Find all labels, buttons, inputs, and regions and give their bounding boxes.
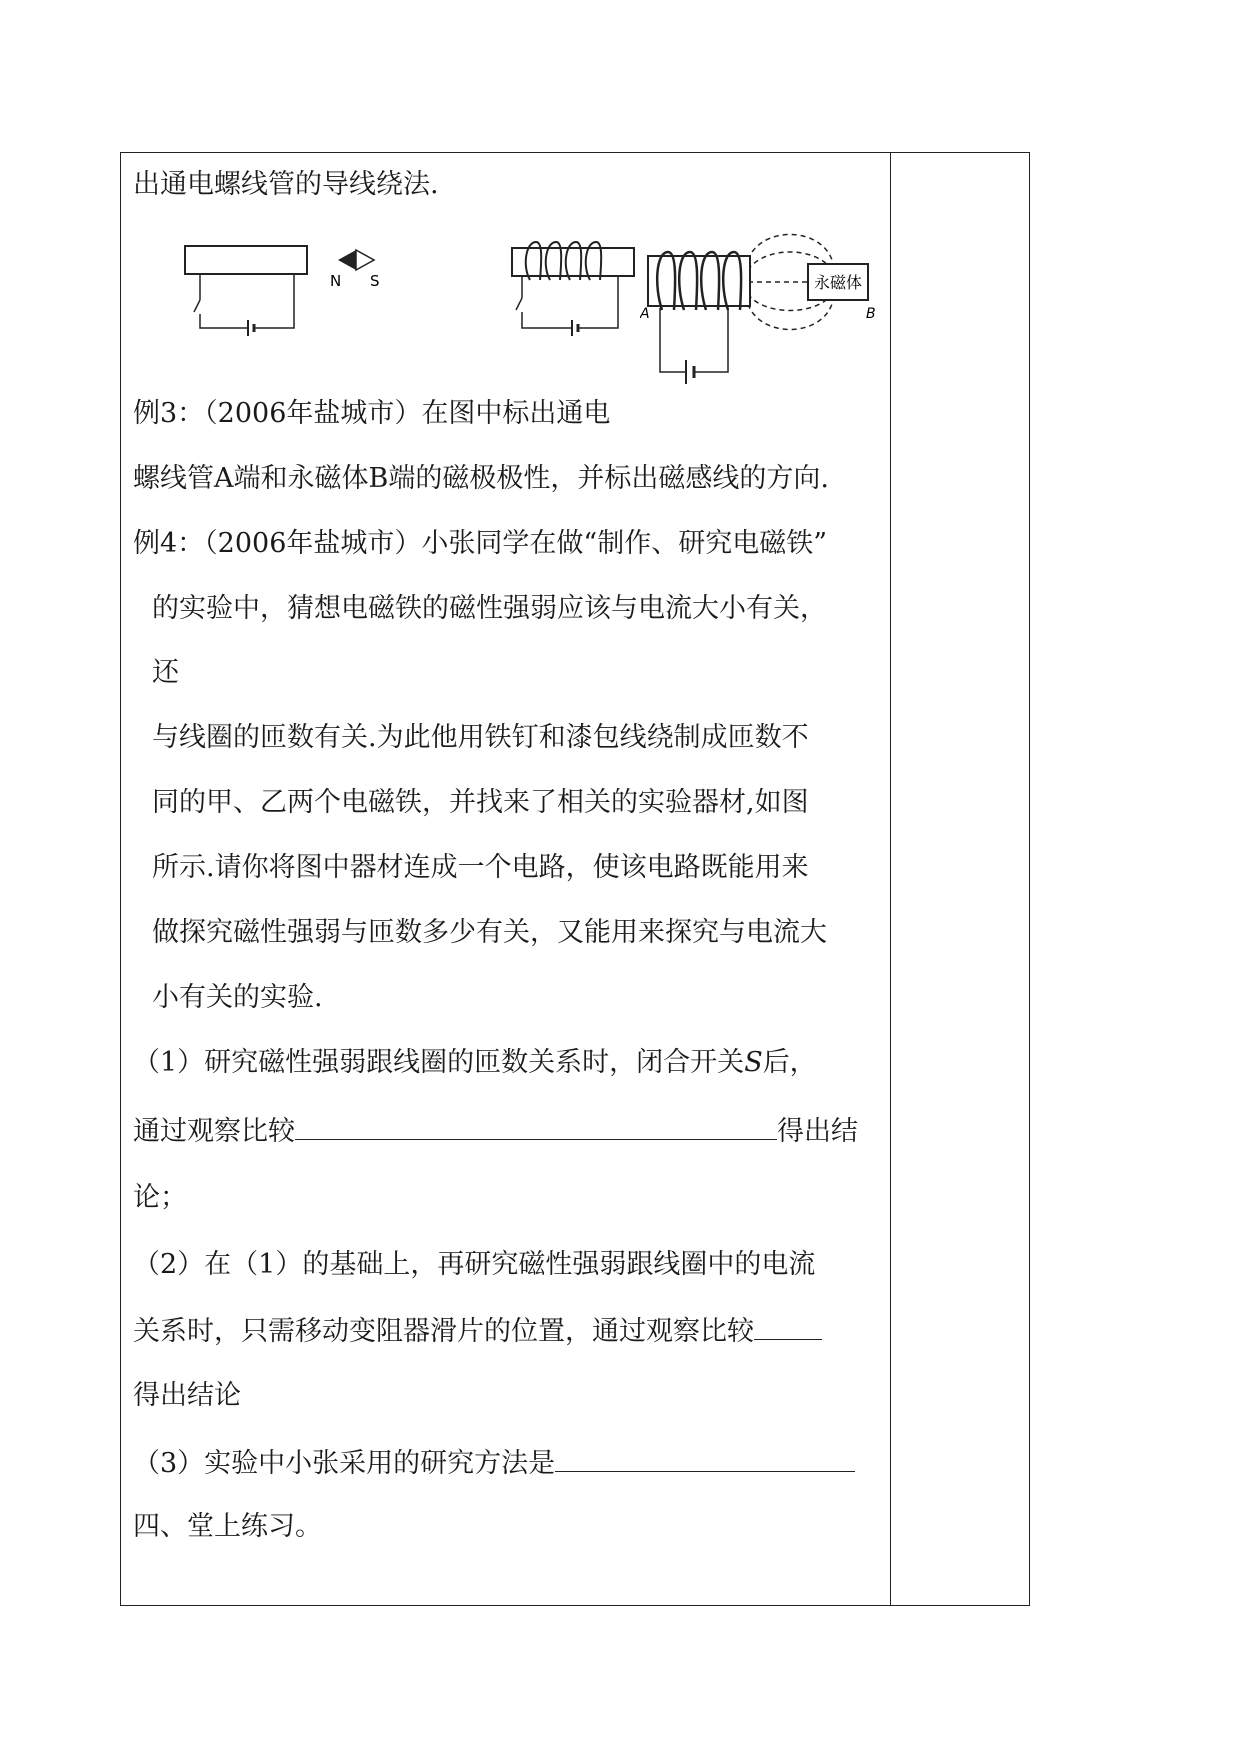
text-line-11: 小有关的实验. — [152, 982, 323, 1013]
text-line-8: 同的甲、乙两个电磁铁，并找来了相关的实验器材,如图 — [152, 787, 809, 818]
text-line-5: 的实验中，猜想电磁铁的磁性强弱应该与电流大小有关， — [152, 593, 827, 624]
figure-solenoid-permanent-magnet — [640, 226, 880, 394]
section-4-heading: 四、堂上练习。 — [133, 1511, 322, 1542]
text-line-9: 所示.请你将图中器材连成一个电路，使该电路既能用来 — [152, 852, 809, 883]
question-1-line: （1）研究磁性强弱跟线圈的匝数关系时，闭合开关S后， — [133, 1047, 817, 1078]
svg-text:B: B — [866, 306, 876, 322]
figure-wound-solenoid — [500, 236, 645, 341]
figure-solenoid-compass — [180, 240, 400, 340]
question-2-line: （2）在（1）的基础上，再研究磁性强弱跟线圈中的电流 — [133, 1249, 816, 1280]
text-line-1: 出通电螺线管的导线绕法. — [133, 169, 439, 200]
text-line-q2-conclusion: 得出结论 — [133, 1380, 241, 1411]
text-line-3: 螺线管A端和永磁体B端的磁极极性，并标出磁感线的方向. — [133, 463, 829, 494]
compass-needle-icon — [338, 250, 356, 270]
svg-text:永磁体: 永磁体 — [813, 273, 863, 292]
answer-blank-1[interactable] — [295, 1113, 777, 1140]
answer-blank-3[interactable] — [555, 1445, 855, 1472]
question-2-answer-line: 关系时，只需移动变阻器滑片的位置，通过观察比较 — [133, 1313, 822, 1349]
text-line-10: 做探究磁性强弱与匝数多少有关，又能用来探究与电流大 — [152, 917, 827, 948]
svg-text:S: S — [370, 272, 380, 290]
switch-icon — [194, 300, 200, 312]
text-line-4: 例4：（2006年盐城市）小张同学在做“制作、研究电磁铁” — [133, 528, 827, 559]
text-line-conclusion: 论； — [133, 1182, 187, 1213]
column-divider — [890, 152, 891, 1606]
question-3-line: （3）实验中小张采用的研究方法是 — [133, 1445, 855, 1481]
svg-text:A: A — [640, 306, 650, 322]
text-line-7: 与线圈的匝数有关.为此他用铁钉和漆包线绕制成匝数不 — [152, 722, 809, 753]
answer-blank-2[interactable] — [754, 1313, 822, 1340]
svg-text:N: N — [330, 272, 342, 290]
text-line-2: 例3：（2006年盐城市）在图中标出通电 — [133, 398, 611, 429]
question-1-answer-line: 通过观察比较 得出结 — [133, 1113, 858, 1149]
text-line-6: 还 — [152, 657, 179, 688]
